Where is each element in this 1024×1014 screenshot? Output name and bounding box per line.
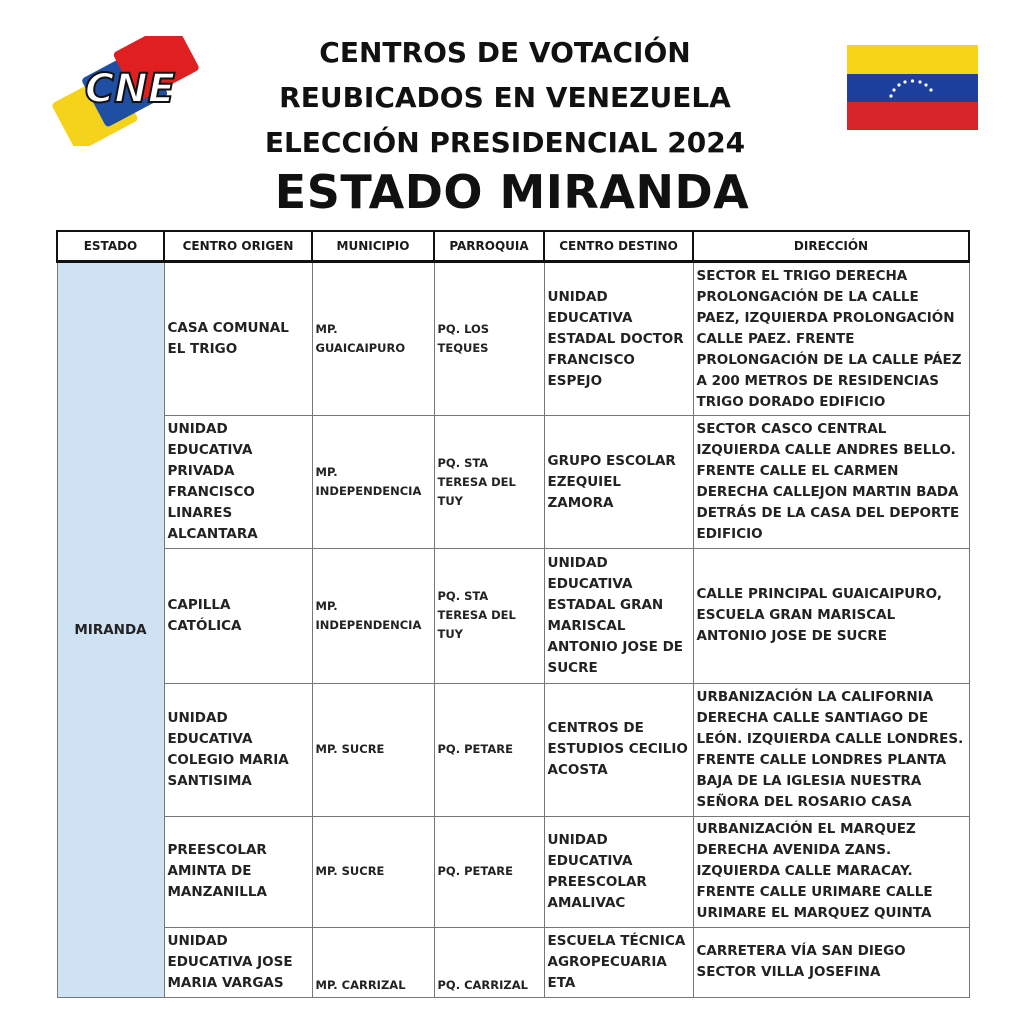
direccion-cell: URBANIZACIÓN LA CALIFORNIA DERECHA CALLE SANTIAGO DE LEÓN. IZQUIERDA CALLE LONDRES. FRENTE CALLE LONDRES PLANTA BAJA DE LA IGLESIA NUESTRA SEÑORA DEL ROSARIO CASA: [693, 683, 969, 816]
logo-text: CNE: [84, 66, 176, 112]
direccion-cell: SECTOR CASCO CENTRAL IZQUIERDA CALLE ANDRES BELLO. FRENTE CALLE EL CARMEN DERECHA CALLEJON MARTIN BADA DETRÁS DE LA CASA DEL DEPORTE EDIFICIO: [693, 416, 969, 549]
col-header-municipio: MUNICIPIO: [312, 231, 434, 262]
parroquia-cell: PQ. CARRIZAL: [434, 927, 544, 997]
direccion-cell: SECTOR EL TRIGO DERECHA PROLONGACIÓN DE LA CALLE PAEZ, IZQUIERDA PROLONGACIÓN CALLE PAEZ. FRENTE PROLONGACIÓN DE LA CALLE PÁEZ A 200 METROS DE RESIDENCIAS TRIGO DORADO EDIFICIO: [693, 262, 969, 416]
destino-cell: UNIDAD EDUCATIVA ESTADAL GRAN MARISCAL ANTONIO JOSE DE SUCRE: [544, 549, 693, 683]
relocated-centers-table: [56, 230, 970, 998]
col-header-estado: ESTADO: [57, 231, 164, 262]
parroquia-cell: PQ. LOS TEQUES: [434, 262, 544, 416]
table-row: [57, 683, 969, 816]
col-header-direccion: DIRECCIÓN: [693, 231, 969, 262]
table-row: [57, 262, 969, 416]
origen-cell: UNIDAD EDUCATIVA PRIVADA FRANCISCO LINARES ALCANTARA: [164, 416, 312, 549]
destino-cell: UNIDAD EDUCATIVA PREESCOLAR AMALIVAC: [544, 816, 693, 927]
cne-logo: [44, 36, 214, 146]
col-header-origen: CENTRO ORIGEN: [164, 231, 312, 262]
col-header-parroquia: PARROQUIA: [434, 231, 544, 262]
table-row: [57, 816, 969, 927]
direccion-cell: CALLE PRINCIPAL GUAICAIPURO, ESCUELA GRAN MARISCAL ANTONIO JOSE DE SUCRE: [693, 549, 969, 683]
parroquia-cell: PQ. STA TERESA DEL TUY: [434, 416, 544, 549]
col-header-destino: CENTRO DESTINO: [544, 231, 693, 262]
municipio-cell: MP. GUAICAIPURO: [312, 262, 434, 416]
parroquia-cell: PQ. PETARE: [434, 816, 544, 927]
header-line-2: REUBICADOS EN VENEZUELA: [279, 81, 731, 114]
destino-cell: CENTROS DE ESTUDIOS CECILIO ACOSTA: [544, 683, 693, 816]
origen-cell: UNIDAD EDUCATIVA JOSE MARIA VARGAS: [164, 927, 312, 997]
parroquia-cell: PQ. PETARE: [434, 683, 544, 816]
header-line-1: CENTROS DE VOTACIÓN: [319, 36, 691, 69]
origen-cell: CAPILLA CATÓLICA: [164, 549, 312, 683]
destino-cell: GRUPO ESCOLAR EZEQUIEL ZAMORA: [544, 416, 693, 549]
table-row: [57, 927, 969, 997]
municipio-cell: MP. SUCRE: [312, 683, 434, 816]
destino-cell: ESCUELA TÉCNICA AGROPECUARIA ETA: [544, 927, 693, 997]
origen-cell: CASA COMUNAL EL TRIGO: [164, 262, 312, 416]
origen-cell: PREESCOLAR AMINTA DE MANZANILLA: [164, 816, 312, 927]
origen-cell: UNIDAD EDUCATIVA COLEGIO MARIA SANTISIMA: [164, 683, 312, 816]
table-row: [57, 549, 969, 683]
table-header-row: [57, 231, 969, 262]
header-line-3: ELECCIÓN PRESIDENCIAL 2024: [264, 126, 746, 159]
direccion-cell: URBANIZACIÓN EL MARQUEZ DERECHA AVENIDA ZANS. IZQUIERDA CALLE MARACAY. FRENTE CALLE URIMARE CALLE URIMARE EL MARQUEZ QUINTA: [693, 816, 969, 927]
page-title: ESTADO MIRANDA: [274, 165, 750, 219]
municipio-cell: MP. INDEPENDENCIA: [312, 549, 434, 683]
document-header: [220, 30, 790, 165]
estado-cell: MIRANDA: [57, 262, 164, 998]
municipio-cell: MP. CARRIZAL: [312, 927, 434, 997]
direccion-cell: CARRETERA VÍA SAN DIEGO SECTOR VILLA JOSEFINA: [693, 927, 969, 997]
table-row: [57, 416, 969, 549]
parroquia-cell: PQ. STA TERESA DEL TUY: [434, 549, 544, 683]
venezuela-flag: [847, 45, 978, 130]
destino-cell: UNIDAD EDUCATIVA ESTADAL DOCTOR FRANCISCO ESPEJO: [544, 262, 693, 416]
municipio-cell: MP. INDEPENDENCIA: [312, 416, 434, 549]
municipio-cell: MP. SUCRE: [312, 816, 434, 927]
